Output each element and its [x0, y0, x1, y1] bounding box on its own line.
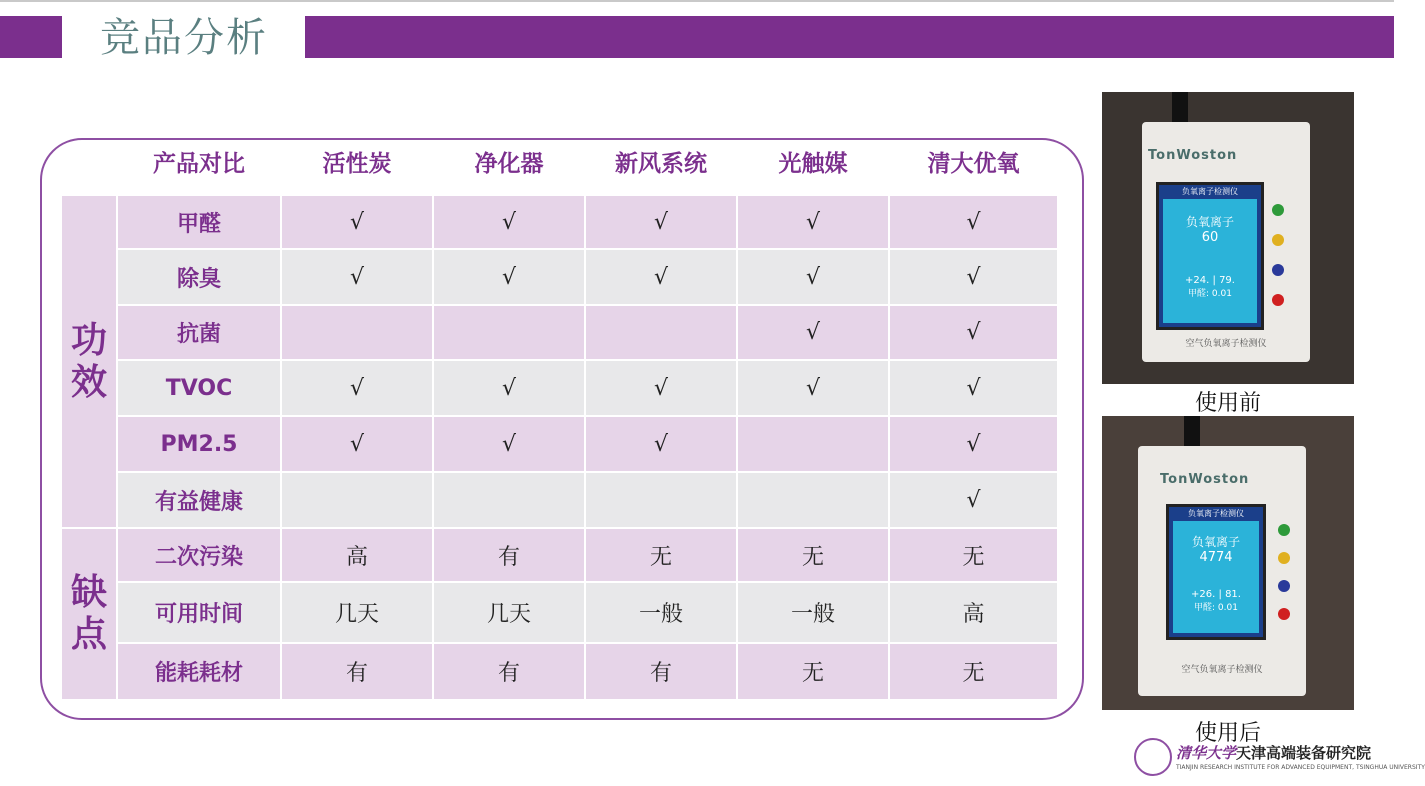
- title-band-left: [0, 16, 62, 58]
- university-name: 清华大学: [1176, 744, 1237, 762]
- table-cell: √: [890, 473, 1057, 527]
- table-cell: √: [738, 196, 888, 248]
- table-cell: 无: [586, 529, 736, 581]
- table-cell: 无: [738, 644, 888, 699]
- device-body: [1138, 446, 1306, 696]
- table-cell: √: [738, 250, 888, 304]
- formaldehyde-value: 甲醛: 0.01: [1188, 289, 1232, 299]
- table-cell: 几天: [434, 583, 584, 642]
- table-cell: √: [282, 361, 432, 415]
- table-cell: [434, 306, 584, 359]
- table-cell: √: [434, 196, 584, 248]
- humidity-value: 79.: [1219, 275, 1235, 286]
- institute-english-name: TIANJIN RESEARCH INSTITUTE FOR ADVANCED EQUIPMENT, TSINGHUA UNIVERSITY: [1176, 764, 1425, 771]
- device-screen: [1156, 182, 1264, 330]
- row-label: 能耗耗材: [118, 644, 280, 699]
- column-header: 净化器: [474, 150, 544, 177]
- temp-value: +26.: [1191, 589, 1216, 600]
- ion-label: 负氧离子: [1185, 215, 1234, 229]
- column-header: 新风系统: [615, 150, 707, 177]
- device-body: [1142, 122, 1310, 362]
- device-screen: [1166, 504, 1266, 640]
- humidity-value: 81.: [1225, 589, 1241, 600]
- table-cell: 一般: [738, 583, 888, 642]
- section-label-char: 效: [70, 361, 107, 403]
- title-band-right: [305, 16, 1394, 58]
- row-label: 甲醛: [118, 196, 280, 248]
- section-label: [62, 529, 116, 699]
- table-cell: [282, 473, 432, 527]
- table-cell: √: [434, 417, 584, 471]
- section-label: [62, 196, 116, 527]
- slide-title: 竞品分析: [100, 15, 268, 61]
- section-label-char: 点: [70, 614, 107, 655]
- screen-display: 负氧离子 4774 +26. | 81. 甲醛: 0.01: [1173, 521, 1259, 633]
- table-cell: √: [890, 196, 1057, 248]
- device-brand: TonWoston: [1160, 472, 1250, 487]
- table-cell: [738, 417, 888, 471]
- institute-name-text: 天津高端装备研究院: [1236, 744, 1372, 762]
- top-rule: [0, 0, 1394, 2]
- row-label: 抗菌: [118, 306, 280, 359]
- table-cell: √: [890, 250, 1057, 304]
- table-cell: √: [586, 196, 736, 248]
- table-cell: √: [282, 417, 432, 471]
- institute-name: [1176, 742, 1371, 763]
- table-cell: [738, 473, 888, 527]
- yellow-button-icon: [1272, 234, 1284, 246]
- row-label: 除臭: [118, 250, 280, 304]
- column-header: 活性炭: [322, 150, 392, 177]
- screen-display: 负氧离子 60 +24. | 79. 甲醛: 0.01: [1163, 199, 1257, 323]
- yellow-button-icon: [1278, 552, 1290, 564]
- row-label: PM2.5: [118, 417, 280, 471]
- device-label: 空气负氧离子检测仪: [1185, 339, 1267, 349]
- table-cell: √: [282, 250, 432, 304]
- table-cell: 有: [434, 644, 584, 699]
- table-cell: 无: [890, 644, 1057, 699]
- row-label: 二次污染: [118, 529, 280, 581]
- formaldehyde-value: 甲醛: 0.01: [1194, 603, 1238, 613]
- table-cell: [434, 473, 584, 527]
- table-cell: √: [586, 361, 736, 415]
- header-corner-label: 产品对比: [153, 150, 245, 177]
- green-button-icon: [1278, 524, 1290, 536]
- row-label: 有益健康: [118, 473, 280, 527]
- screen-title: 负氧离子检测仪: [1182, 187, 1238, 196]
- table-cell: 高: [282, 529, 432, 581]
- table-cell: √: [890, 417, 1057, 471]
- table-cell: 高: [890, 583, 1057, 642]
- table-cell: 几天: [282, 583, 432, 642]
- section-label-char: 功: [70, 319, 107, 361]
- ion-label: 负氧离子: [1191, 535, 1240, 549]
- row-label: TVOC: [118, 361, 280, 415]
- screen-title: 负氧离子检测仪: [1188, 509, 1244, 518]
- table-cell: √: [434, 361, 584, 415]
- table-cell: √: [434, 250, 584, 304]
- table-cell: 有: [586, 644, 736, 699]
- university-seal-icon: [1134, 738, 1172, 776]
- blue-button-icon: [1278, 580, 1290, 592]
- green-button-icon: [1272, 204, 1284, 216]
- table-cell: √: [890, 306, 1057, 359]
- table-cell: [586, 306, 736, 359]
- table-cell: √: [738, 306, 888, 359]
- table-cell: √: [586, 250, 736, 304]
- after-caption: 使用后: [1194, 721, 1261, 746]
- device-brand: TonWoston: [1148, 148, 1238, 163]
- table-cell: [282, 306, 432, 359]
- device-label: 空气负氧离子检测仪: [1181, 665, 1263, 675]
- table-cell: 有: [282, 644, 432, 699]
- table-cell: 无: [738, 529, 888, 581]
- before-photo: [1102, 92, 1354, 384]
- table-cell: √: [282, 196, 432, 248]
- column-header: 光触媒: [778, 150, 848, 177]
- temp-value: +24.: [1185, 275, 1210, 286]
- after-photo: [1102, 416, 1354, 710]
- table-cell: [586, 473, 736, 527]
- ion-value: 60: [1201, 230, 1219, 245]
- table-cell: √: [890, 361, 1057, 415]
- table-cell: √: [586, 417, 736, 471]
- red-button-icon: [1278, 608, 1290, 620]
- ion-value: 4774: [1199, 550, 1233, 565]
- table-cell: √: [738, 361, 888, 415]
- blue-button-icon: [1272, 264, 1284, 276]
- before-caption: 使用前: [1194, 391, 1261, 416]
- table-cell: 有: [434, 529, 584, 581]
- table-cell: 无: [890, 529, 1057, 581]
- row-label: 可用时间: [118, 583, 280, 642]
- column-header: 清大优氧: [927, 150, 1020, 177]
- table-cell: 一般: [586, 583, 736, 642]
- section-label-char: 缺: [70, 572, 107, 613]
- red-button-icon: [1272, 294, 1284, 306]
